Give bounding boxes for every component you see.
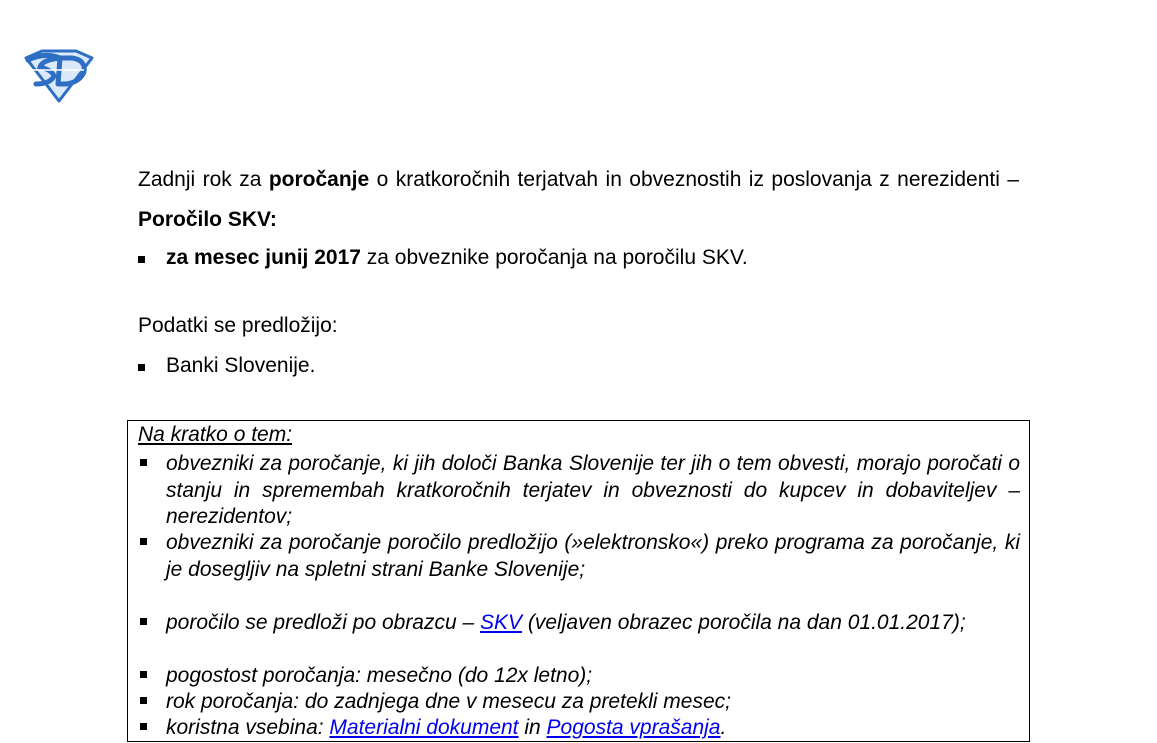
bullet-square-icon	[138, 256, 145, 263]
bullet-square-icon	[140, 459, 147, 466]
bullet-square-icon	[140, 723, 147, 730]
sd-logo-icon	[22, 48, 96, 104]
bullet-square-icon	[140, 697, 147, 704]
intro-bold-reporting: poročanje	[268, 168, 370, 191]
bullet-square-icon	[140, 618, 147, 625]
bullet-square-icon	[138, 364, 145, 371]
bullet-square-icon	[140, 671, 147, 678]
intro-paragraph: Zadnji rok za poročanje o kratkoročnih terjatvah in obveznostih iz poslovanja z nerezidenti – Poročilo SKV:	[138, 168, 1019, 231]
summary-heading: Na kratko o tem:	[138, 423, 293, 446]
submit-label: Podatki se predložijo:	[138, 314, 338, 337]
bullet-square-icon	[140, 538, 147, 545]
material-document-link[interactable]: Materialni dokument	[329, 716, 519, 739]
faq-link[interactable]: Pogosta vprašanja	[546, 716, 721, 739]
intro-bold-report-name: Poročilo SKV:	[138, 208, 277, 231]
skv-form-link[interactable]: SKV	[480, 611, 523, 634]
summary-box: Na kratko o tem: obvezniki za poročanje, ki jih določi Banka Slovenije ter jih o tem obvesti, morajo poročati o stanju in spremembah kratkoročnih terjatev in obveznosti do kupcev in dobaviteljev – nerezidentov; obvezniki za poročanje poročilo predložijo (»elektronsko«) preko programa za poročanje, ki je dosegljiv na spletni strani Banke Slovenije; poročilo se predloži po obrazcu – SKV (veljaven obrazec poročila na dan 01.01.2017); pogostost poročanja: mesečno (do 12x letno); rok poročanja: do zadnjega dne v mesecu za pretekli mesec; koristna vsebina: Materialni dokument in Pogosta vprašanja.	[127, 420, 1030, 742]
